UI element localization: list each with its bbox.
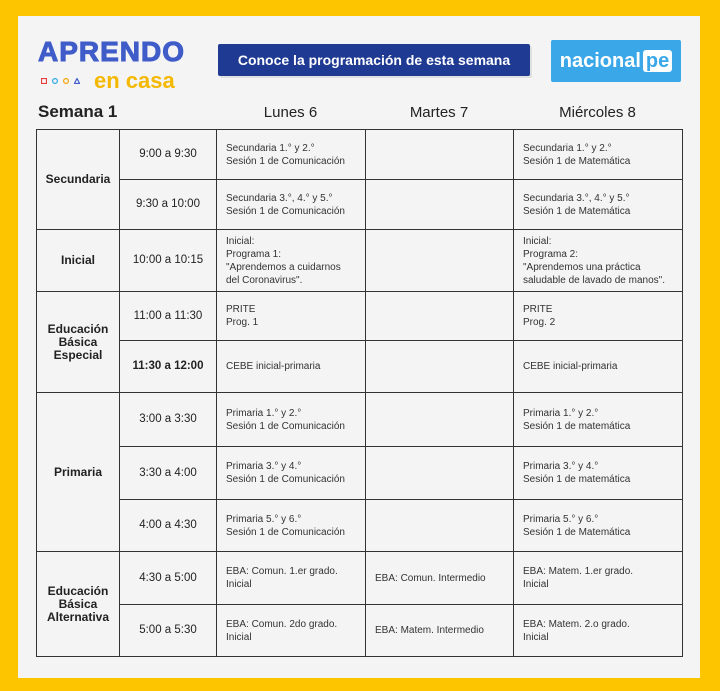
time-cell: 11:00 a 11:30 [120,292,217,341]
program-line: "Aprendemos a cuidarnos [226,261,341,273]
program-cell-wednesday [514,500,683,552]
program-cell-wednesday [514,341,683,393]
level-label: Básica [58,596,98,611]
program-cell-monday [217,393,366,447]
week-label: Semana 1 [38,102,118,121]
program-cell-monday [217,447,366,500]
schedule-table [36,129,683,657]
time-cell: 9:30 a 10:00 [120,180,217,230]
level-cell [37,393,120,552]
day-header-tuesday: Martes 7 [409,104,469,121]
program-line: Inicial [226,579,252,590]
program-line: CEBE inicial-primaria [523,361,618,372]
level-label: Primaria [53,464,103,479]
table-row [37,292,683,341]
program-line: Sesión 1 de matemática [523,474,631,485]
program-line: Inicial: [226,235,255,247]
table-row [37,393,683,447]
program-line: saludable de lavado de manos". [523,274,665,286]
table-row [37,447,683,500]
program-line: CEBE inicial-primaria [226,361,321,372]
table-row [37,180,683,230]
program-line: Sesión 1 de Matemática [523,205,631,217]
level-cell [37,552,120,657]
program-line: Inicial [523,579,549,590]
table-row [37,552,683,605]
program-line: Secundaria 1.° y 2.° [523,142,612,154]
program-cell-wednesday [514,230,683,292]
level-label: Alternativa [46,609,110,624]
program-line: Secundaria 3.°, 4.° y 5.° [523,192,630,204]
program-cell-wednesday [514,180,683,230]
level-cell [37,130,120,230]
program-line: Sesión 1 de Matemática [523,526,631,538]
program-line: Sesión 1 de Comunicación [226,474,345,485]
table-row [37,130,683,180]
level-label: Inicial [60,253,95,267]
program-cell-wednesday [514,605,683,657]
program-line: Sesión 1 de Matemática [523,155,631,167]
program-line: Secundaria 1.° y 2.° [226,142,315,154]
level-label: Básica [58,334,98,349]
program-cell-monday [217,180,366,230]
program-cell-tuesday [366,292,514,341]
aprendo-en-casa-logo [38,38,185,92]
program-line: Primaria 1.° y 2.° [523,407,599,419]
program-cell-tuesday [366,393,514,447]
level-label: Especial [53,347,103,362]
program-cell-monday [217,230,366,292]
week-banner: Conoce la programación de esta semana [218,44,530,76]
program-line: Secundaria 3.°, 4.° y 5.° [226,192,333,204]
program-line: Inicial [226,631,252,643]
program-cell-wednesday [514,292,683,341]
program-line: Sesión 1 de Comunicación [226,205,345,217]
logo-shapes-icon [41,78,80,84]
level-label: Educación [47,321,109,336]
program-cell-monday [217,292,366,341]
time-cell: 4:30 a 5:00 [120,552,217,605]
program-line: Primaria 3.° y 4.° [523,461,599,472]
program-cell-monday [217,552,366,605]
program-line: Sesión 1 de Comunicación [226,155,345,167]
program-cell-tuesday [366,500,514,552]
program-cell-wednesday [514,447,683,500]
program-line: EBA: Matem. 2.o grado. [523,618,630,630]
brand-name: nacional [559,49,641,72]
program-cell-monday [217,500,366,552]
table-row [37,341,683,393]
program-line: EBA: Matem. Intermedio [375,625,484,636]
program-cell-tuesday [366,230,514,292]
program-line: EBA: Comun. Intermedio [375,572,486,584]
program-cell-wednesday [514,552,683,605]
program-line: Primaria 1.° y 2.° [226,407,302,419]
nacional-pe-logo [551,40,681,82]
program-line: EBA: Matem. 1.er grado. [523,566,634,577]
logo-title: APRENDO [38,36,186,67]
program-cell-tuesday [366,180,514,230]
program-line: Primaria 5.° y 6.° [523,513,599,525]
schedule-card [18,16,700,678]
level-label: Secundaria [45,172,111,186]
day-header-monday: Lunes 6 [263,104,318,121]
brand-suffix: pe [643,50,672,72]
program-cell-wednesday [514,130,683,180]
program-cell-tuesday [366,447,514,500]
level-label: Educación [47,583,109,598]
program-line: Inicial: [523,235,552,247]
program-cell-monday [217,341,366,393]
program-line: Sesión 1 de Comunicación [226,420,345,432]
program-cell-tuesday [366,552,514,605]
time-cell: 10:00 a 10:15 [120,230,217,292]
program-line: Programa 1: [226,248,282,260]
program-line: Sesión 1 de Comunicación [226,526,345,538]
program-line: "Aprendemos una práctica [523,261,641,273]
table-row [37,230,683,292]
program-line: del Coronavirus". [226,274,303,286]
logo-subtitle: en casa [94,68,175,93]
time-cell: 4:00 a 4:30 [120,500,217,552]
program-cell-monday [217,605,366,657]
program-cell-tuesday [366,130,514,180]
program-line: Primaria 5.° y 6.° [226,513,302,525]
program-line: Prog. 1 [226,317,259,328]
table-row [37,500,683,552]
program-cell-tuesday [366,605,514,657]
program-cell-monday [217,130,366,180]
time-cell: 11:30 a 12:00 [120,341,217,393]
program-line: EBA: Comun. 2do grado. [226,618,338,630]
program-cell-tuesday [366,341,514,393]
program-line: PRITE [523,304,553,315]
level-cell [37,230,120,292]
table-row [37,605,683,657]
time-cell: 3:00 a 3:30 [120,393,217,447]
day-header-wednesday: Miércoles 8 [559,104,636,121]
program-line: Prog. 2 [523,317,556,328]
program-line: Primaria 3.° y 4.° [226,461,302,472]
program-line: EBA: Comun. 1.er grado. [226,566,338,577]
time-cell: 5:00 a 5:30 [120,605,217,657]
program-line: Sesión 1 de matemática [523,420,631,432]
program-line: PRITE [226,304,256,315]
time-cell: 3:30 a 4:00 [120,447,217,500]
program-line: Inicial [523,631,549,643]
time-cell: 9:00 a 9:30 [120,130,217,180]
program-line: Programa 2: [523,248,579,260]
level-cell [37,292,120,393]
program-cell-wednesday [514,393,683,447]
